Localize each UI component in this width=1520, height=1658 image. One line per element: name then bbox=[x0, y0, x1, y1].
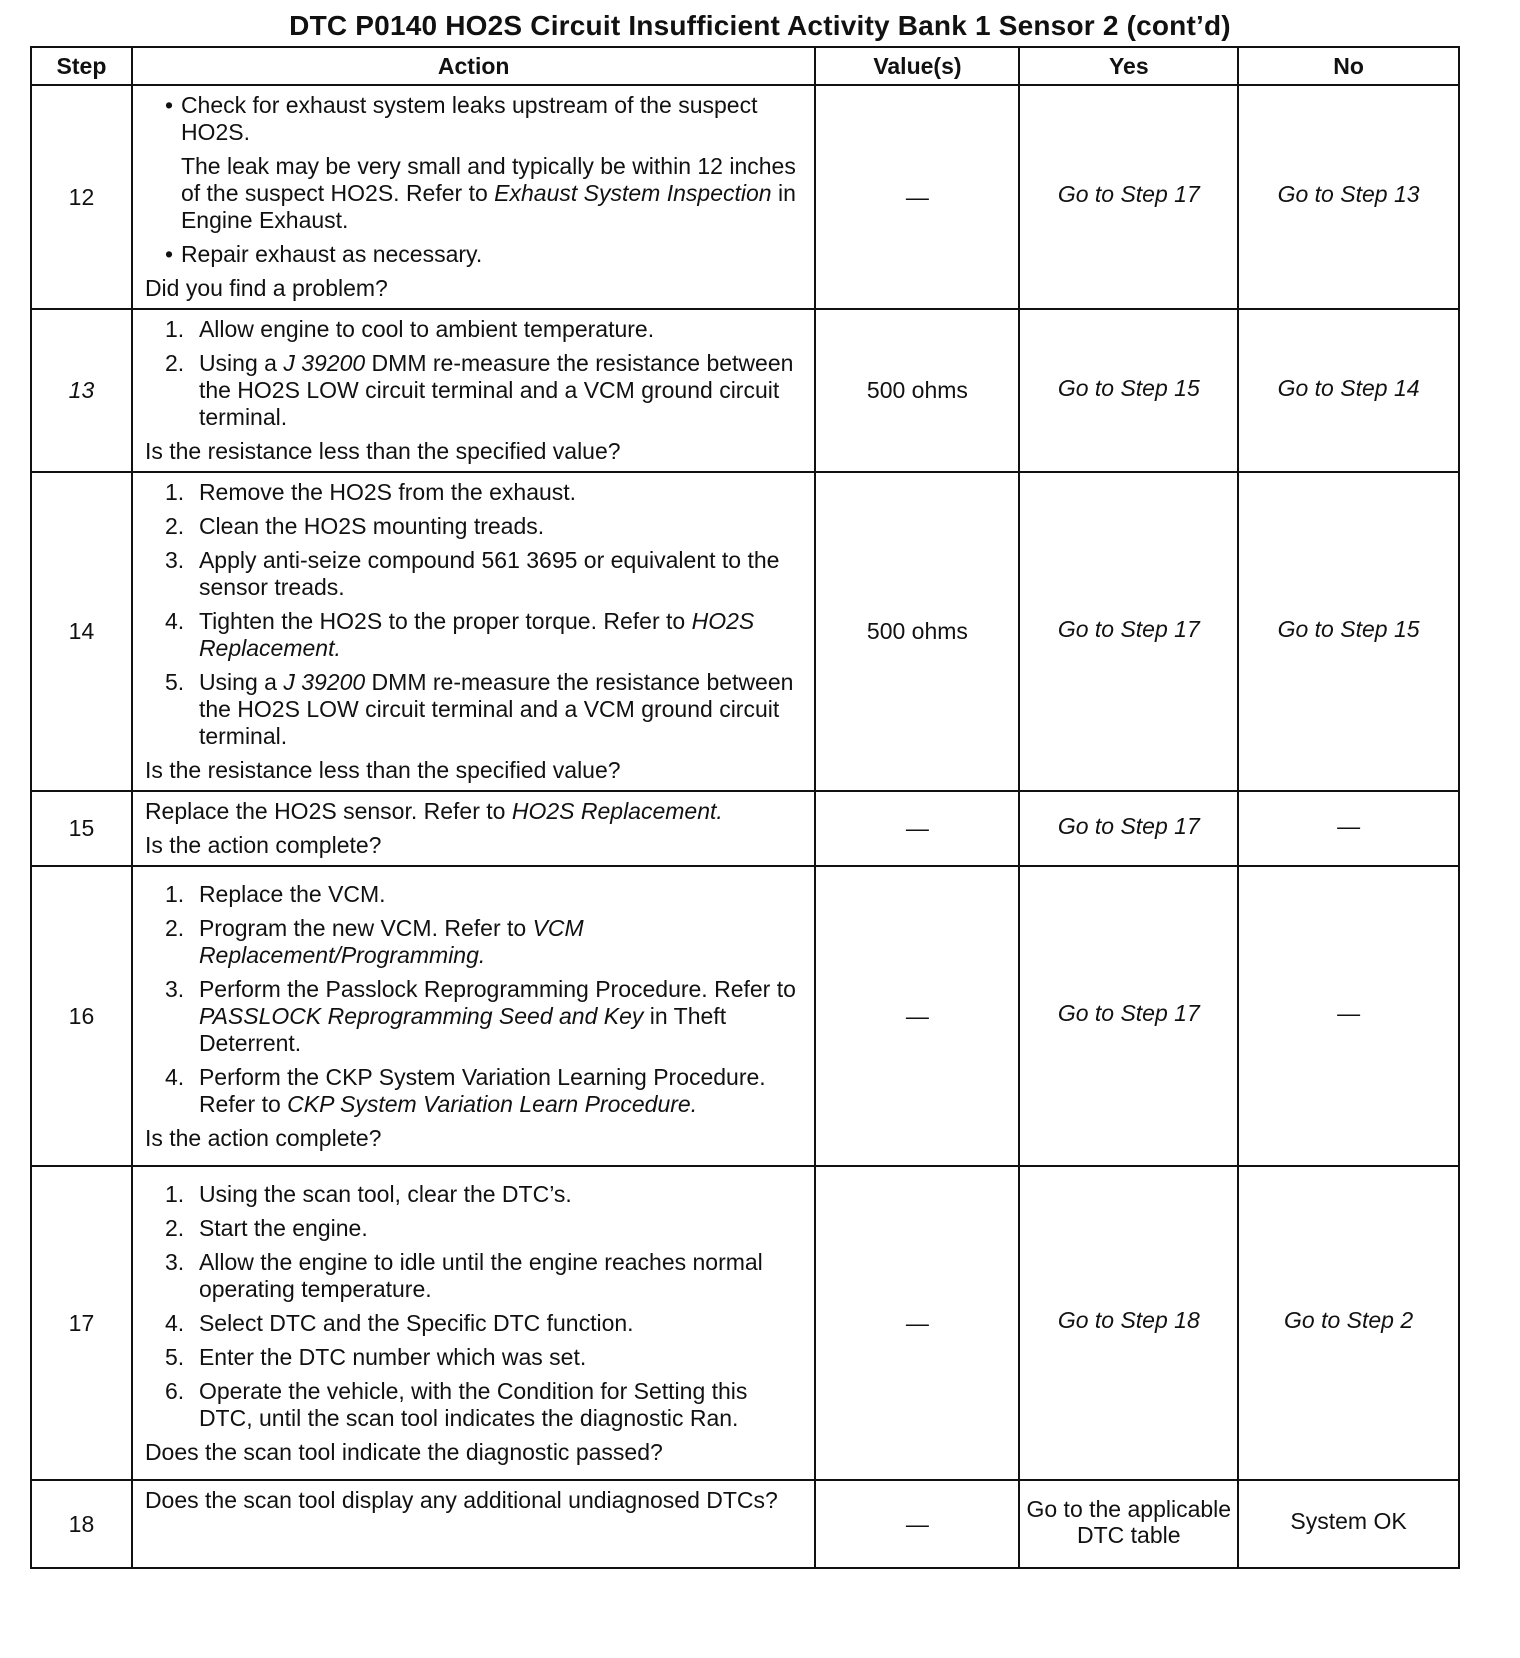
item-number: 2. bbox=[164, 350, 185, 376]
action-item bbox=[145, 316, 807, 343]
value-cell: — bbox=[815, 791, 1019, 866]
table-row bbox=[31, 1480, 1459, 1568]
reference-link: VCM Replacement/Programming. bbox=[198, 914, 584, 968]
page-title: DTC P0140 HO2S Circuit Insufficient Activity Bank 1 Sensor 2 (cont’d) bbox=[289, 10, 1231, 41]
yes-cell: Go to Step 17 bbox=[1019, 866, 1238, 1166]
item-number: 2. bbox=[164, 1214, 185, 1241]
action-question: Is the action complete? bbox=[144, 1124, 382, 1151]
action-text: Operate the vehicle, with the Condition for Setting this DTC, until the scan tool indicates the diagnostic Ran. bbox=[198, 1377, 748, 1431]
step-number: 16 bbox=[31, 866, 132, 1166]
action-text: Perform the Passlock Reprogramming Procedure. Refer to bbox=[198, 975, 796, 1002]
action-cell bbox=[132, 309, 816, 472]
action-question: Does the scan tool display any additional undiagnosed DTCs? bbox=[144, 1487, 778, 1513]
action-item bbox=[145, 1181, 807, 1208]
action-cell bbox=[132, 472, 816, 791]
step-number: 12 bbox=[31, 85, 132, 309]
item-number: 1. bbox=[164, 1180, 185, 1207]
action-item bbox=[145, 513, 807, 540]
item-number: 3. bbox=[164, 1248, 185, 1275]
no-cell: Go to Step 14 bbox=[1238, 309, 1459, 472]
bullet-marker: • bbox=[164, 92, 173, 118]
action-text: DMM re-measure the resistance between the HO2S LOW circuit terminal and a VCM ground circuit terminal. bbox=[198, 669, 794, 749]
action-text: Program the new VCM. Refer to bbox=[198, 914, 533, 941]
action-text: Apply anti-seize compound 561 3695 or equivalent to the sensor treads. bbox=[198, 547, 780, 600]
action-text: Clean the HO2S mounting treads. bbox=[198, 513, 545, 539]
step-number: 15 bbox=[31, 791, 132, 866]
item-number: 1. bbox=[164, 880, 185, 907]
action-item bbox=[145, 479, 807, 506]
action-text bbox=[145, 798, 807, 825]
yes-cell: Go to Step 15 bbox=[1019, 309, 1238, 472]
action-text: Allow engine to cool to ambient temperature. bbox=[198, 316, 655, 342]
action-item bbox=[145, 1344, 807, 1371]
action-question: Is the resistance less than the specified value? bbox=[144, 757, 621, 783]
action-question: Is the resistance less than the specified value? bbox=[144, 438, 621, 464]
action-text: Using the scan tool, clear the DTC’s. bbox=[198, 1180, 572, 1207]
action-item bbox=[145, 1064, 807, 1118]
value-cell: — bbox=[815, 85, 1019, 309]
action-text: Replace the VCM. bbox=[198, 880, 386, 907]
item-number: 4. bbox=[164, 1063, 185, 1090]
step-number: 17 bbox=[31, 1166, 132, 1480]
yes-cell: Go to Step 17 bbox=[1019, 472, 1238, 791]
yes-cell: Go to Step 18 bbox=[1019, 1166, 1238, 1480]
no-cell: Go to Step 13 bbox=[1238, 85, 1459, 309]
action-text: Using a bbox=[198, 350, 284, 376]
action-question: Is the action complete? bbox=[144, 832, 382, 858]
item-number: 2. bbox=[164, 914, 185, 941]
item-number: 6. bbox=[164, 1377, 185, 1404]
action-cell bbox=[132, 866, 816, 1166]
action-text: in Engine Exhaust. bbox=[180, 180, 796, 233]
action-cell bbox=[132, 85, 816, 309]
action-bullet bbox=[145, 241, 807, 268]
step-number: 14 bbox=[31, 472, 132, 791]
action-item bbox=[145, 976, 807, 1057]
action-text: Using a bbox=[198, 669, 284, 695]
action-item bbox=[145, 547, 807, 601]
action-text: The leak may be very small and typically be within 12 inches of the suspect HO2S. Refer to bbox=[180, 153, 796, 206]
reference-link: HO2S Replacement. bbox=[511, 798, 723, 824]
table-row bbox=[31, 309, 1459, 472]
action-text: Tighten the HO2S to the proper torque. Refer to bbox=[198, 608, 692, 634]
action-text: Replace the HO2S sensor. Refer to bbox=[144, 798, 512, 824]
value-cell: — bbox=[815, 866, 1019, 1166]
reference-link: Exhaust System Inspection bbox=[494, 180, 772, 206]
value-cell: 500 ohms bbox=[815, 472, 1019, 791]
table-row bbox=[31, 866, 1459, 1166]
header-action: Action bbox=[132, 47, 816, 85]
action-text: Start the engine. bbox=[198, 1214, 368, 1241]
action-item bbox=[145, 669, 807, 750]
action-note bbox=[145, 153, 807, 234]
header-step: Step bbox=[31, 47, 132, 85]
action-question: Did you find a problem? bbox=[144, 275, 388, 301]
action-text: Remove the HO2S from the exhaust. bbox=[198, 479, 577, 505]
action-item bbox=[145, 1378, 807, 1432]
action-text: Enter the DTC number which was set. bbox=[198, 1343, 587, 1370]
action-cell bbox=[132, 791, 816, 866]
tool-reference: J 39200 bbox=[283, 350, 366, 376]
reference-link: PASSLOCK Reprogramming Seed and Key bbox=[198, 1002, 644, 1029]
yes-cell: Go to Step 17 bbox=[1019, 85, 1238, 309]
action-cell bbox=[132, 1480, 816, 1568]
item-number: 3. bbox=[164, 975, 185, 1002]
value-cell: 500 ohms bbox=[815, 309, 1019, 472]
action-item bbox=[145, 608, 807, 662]
action-text: Allow the engine to idle until the engine reaches normal operating temperature. bbox=[198, 1248, 763, 1302]
value-cell: — bbox=[815, 1166, 1019, 1480]
header-no: No bbox=[1238, 47, 1459, 85]
action-item bbox=[145, 1249, 807, 1303]
table-row bbox=[31, 85, 1459, 309]
tool-reference: J 39200 bbox=[283, 669, 366, 695]
table-row bbox=[31, 1166, 1459, 1480]
action-question: Does the scan tool indicate the diagnostic passed? bbox=[144, 1438, 663, 1465]
step-number: 18 bbox=[31, 1480, 132, 1568]
action-item bbox=[145, 915, 807, 969]
action-item bbox=[145, 881, 807, 908]
action-item bbox=[145, 1215, 807, 1242]
action-text: DMM re-measure the resistance between the HO2S LOW circuit terminal and a VCM ground circuit terminal. bbox=[198, 350, 794, 430]
bullet-marker: • bbox=[164, 241, 173, 267]
item-number: 4. bbox=[164, 1309, 185, 1336]
reference-link: HO2S Replacement. bbox=[198, 608, 755, 661]
action-bullet bbox=[145, 92, 807, 146]
no-cell: Go to Step 15 bbox=[1238, 472, 1459, 791]
step-number: 13 bbox=[31, 309, 132, 472]
header-yes: Yes bbox=[1019, 47, 1238, 85]
no-cell: Go to Step 2 bbox=[1238, 1166, 1459, 1480]
no-cell: — bbox=[1238, 866, 1459, 1166]
yes-cell: Go to the applicable DTC table bbox=[1019, 1480, 1238, 1568]
action-cell bbox=[132, 1166, 816, 1480]
action-text: Perform the CKP System Variation Learning Procedure. Refer to bbox=[198, 1063, 766, 1117]
item-number: 4. bbox=[164, 608, 185, 634]
table-header-row bbox=[31, 47, 1459, 85]
item-number: 5. bbox=[164, 1343, 185, 1370]
item-number: 1. bbox=[164, 316, 185, 342]
header-values: Value(s) bbox=[815, 47, 1019, 85]
action-text: Repair exhaust as necessary. bbox=[180, 241, 483, 267]
item-number: 5. bbox=[164, 669, 185, 695]
yes-cell: Go to Step 17 bbox=[1019, 791, 1238, 866]
action-text: Select DTC and the Specific DTC function. bbox=[198, 1309, 634, 1336]
item-number: 1. bbox=[164, 479, 185, 505]
no-cell: — bbox=[1238, 791, 1459, 866]
action-text: in Theft Deterrent. bbox=[198, 1002, 727, 1056]
value-cell: — bbox=[815, 1480, 1019, 1568]
action-item bbox=[145, 350, 807, 431]
action-text: Check for exhaust system leaks upstream of the suspect HO2S. bbox=[180, 92, 758, 145]
diagnostic-table bbox=[30, 46, 1460, 1569]
action-item bbox=[145, 1310, 807, 1337]
item-number: 2. bbox=[164, 513, 185, 539]
table-row bbox=[31, 791, 1459, 866]
reference-link: CKP System Variation Learn Procedure. bbox=[287, 1090, 698, 1117]
table-row bbox=[31, 472, 1459, 791]
no-cell: System OK bbox=[1238, 1480, 1459, 1568]
item-number: 3. bbox=[164, 547, 185, 573]
